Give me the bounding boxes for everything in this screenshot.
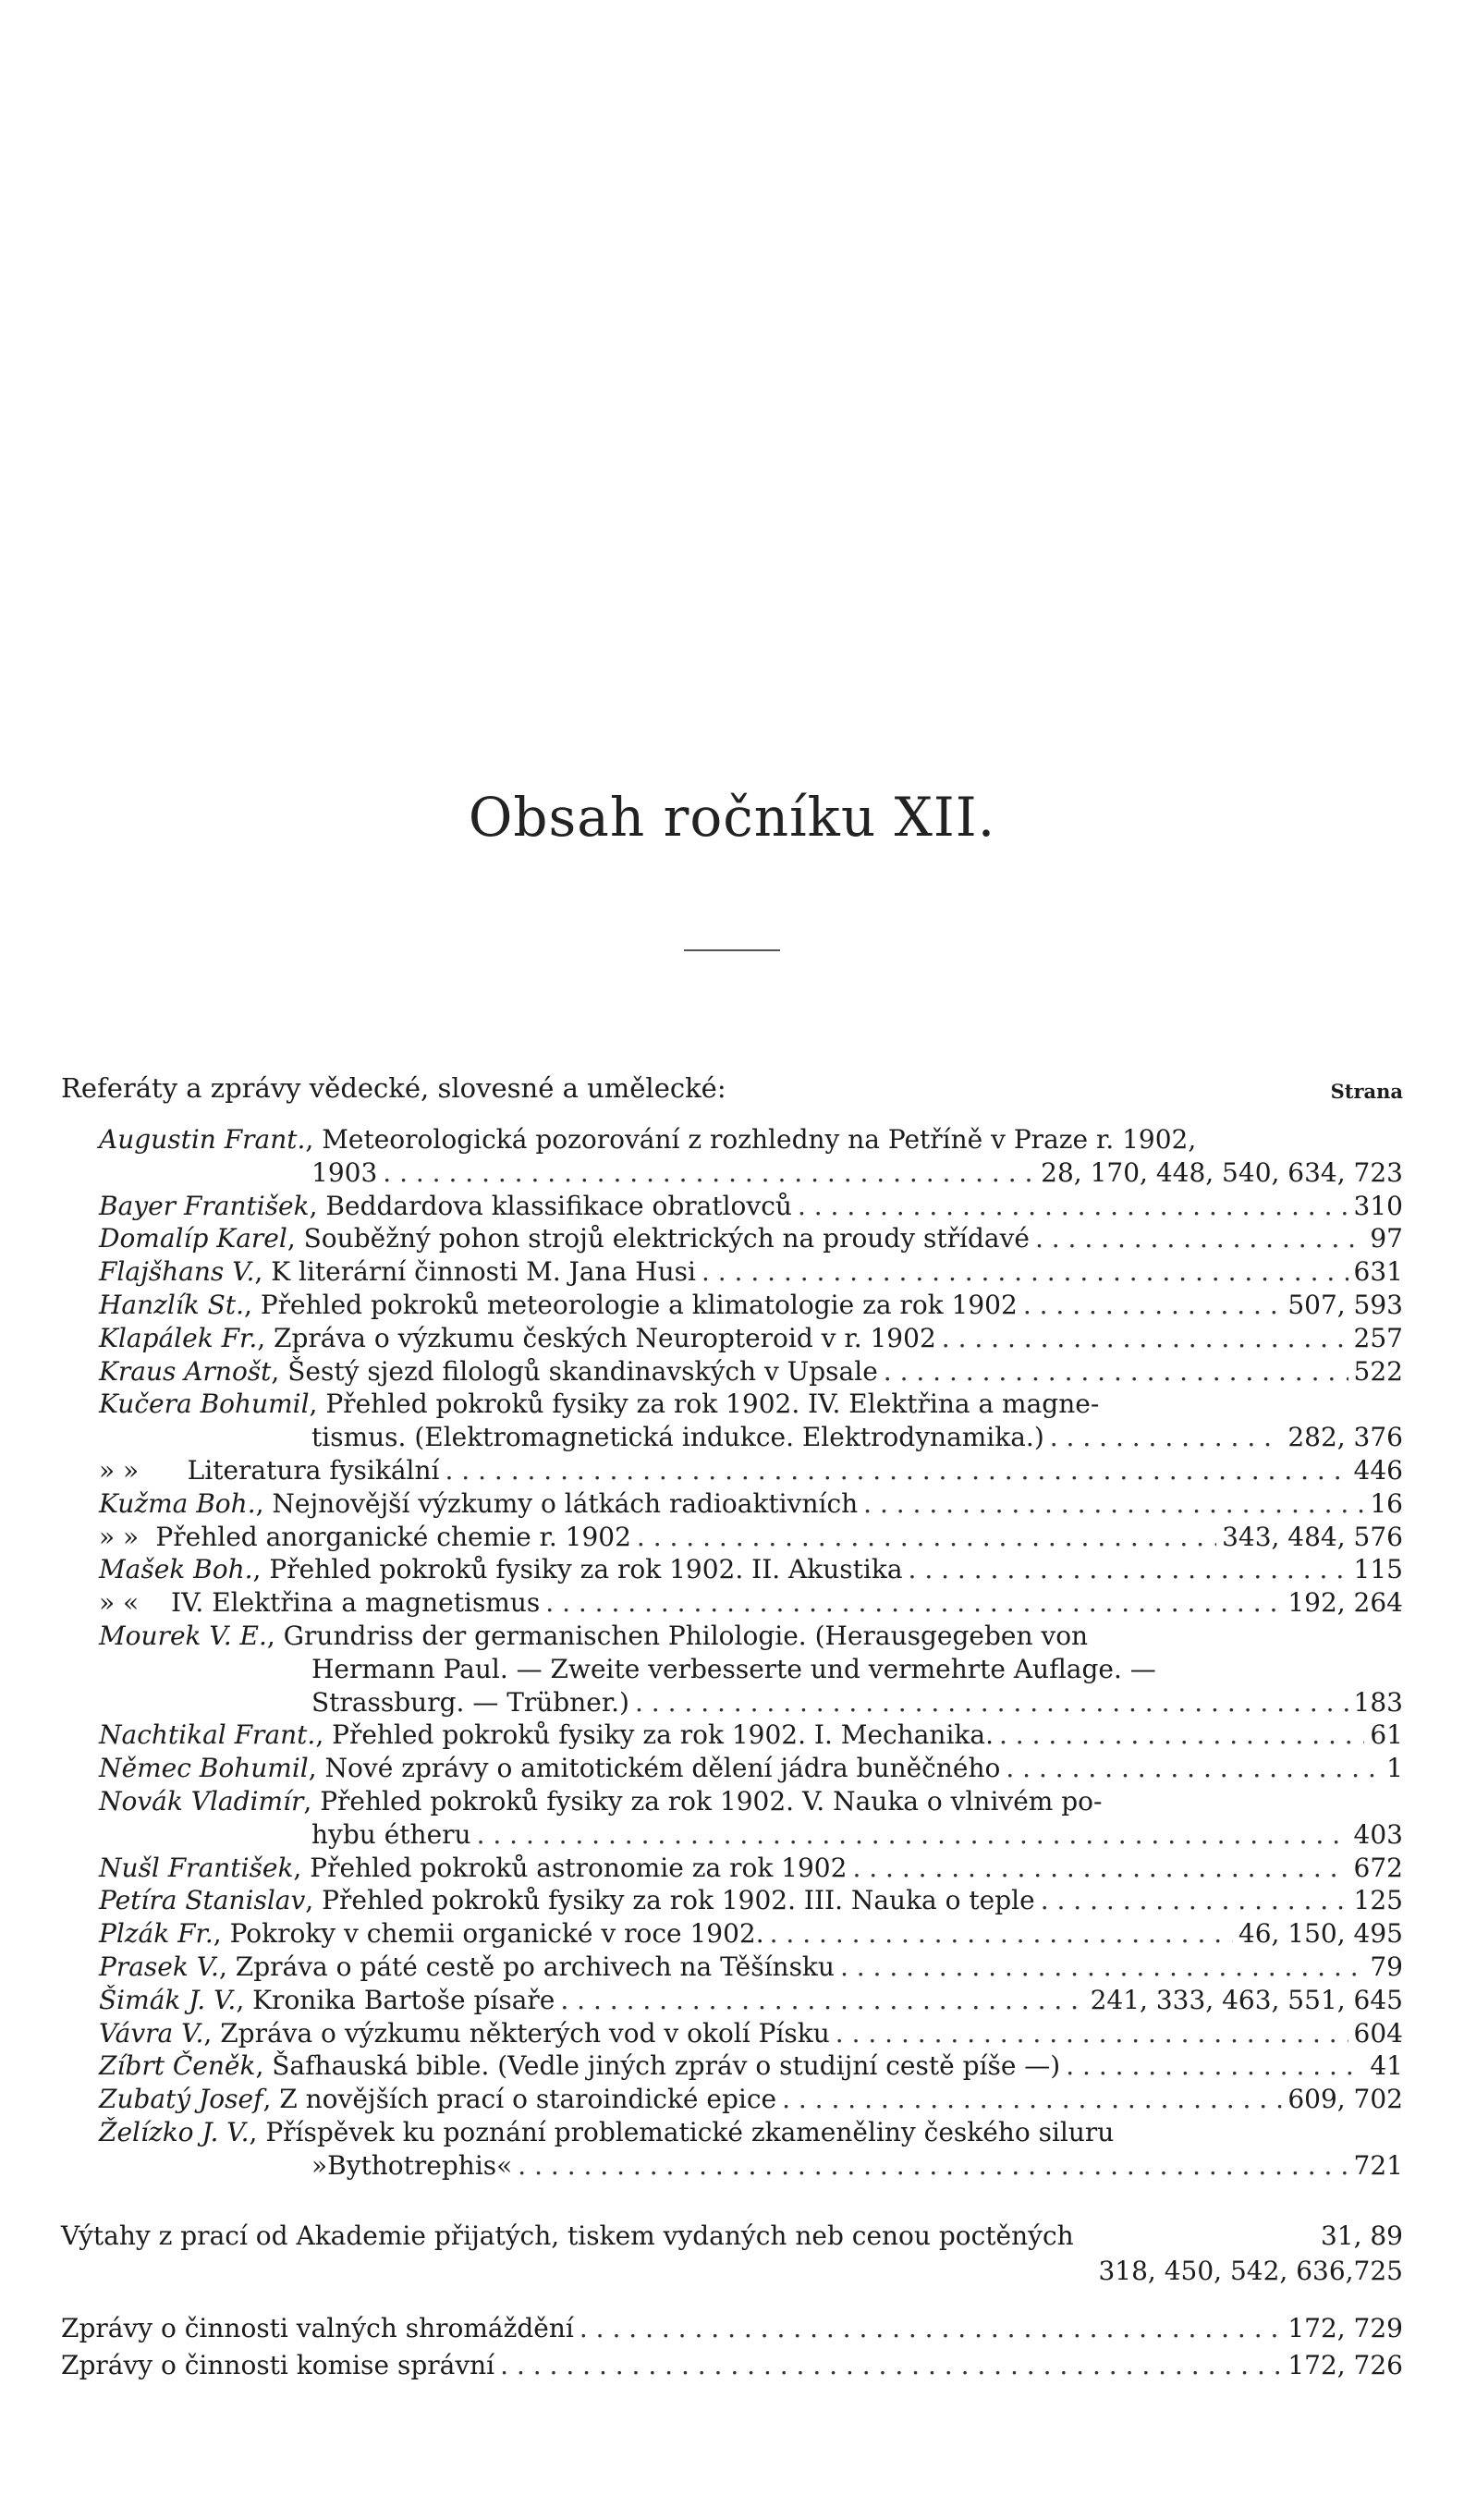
author-separator: , [236,1984,253,2015]
toc-entry [61,1719,1403,1752]
komise-entry [61,2348,1403,2383]
entry-title: Nejnovější výzkumy o látkách radioaktivních [272,1487,859,1519]
author-separator: , [255,2050,273,2082]
author-separator: , [305,1124,323,1155]
entry-title-continued: »Bythotrephis« [311,2149,513,2181]
entry-title: Zpráva o páté cestě po archivech na Těšínsku [235,1951,835,1982]
leader-dots [1023,1289,1283,1322]
entry-pages: 403 [1353,1818,1403,1850]
toc-entry [61,2083,1403,2116]
entry-pages: 1 [1386,1753,1403,1784]
author-separator: , [293,1852,311,1883]
entry-pages: 282, 376 [1287,1422,1403,1453]
entry-author: Šimák J. V. [99,1984,237,2015]
leader-dots [852,1852,1348,1885]
toc-entry [61,1785,1403,1852]
entry-pages: 125 [1353,1885,1403,1916]
leader-dots [637,1521,1216,1554]
leader-dots [782,2083,1282,2116]
entry-author: Zíbrt Čeněk [99,2050,256,2082]
toc-entry [61,1620,1403,1719]
entry-title: Přehled anorganické chemie r. 1902 [155,1521,631,1552]
entry-author: Flajšhans V. [99,1256,255,1288]
entry-author: Nušl František [99,1852,294,1883]
leader-dots [1006,1752,1381,1785]
entry-pages: 41 [1370,2050,1403,2082]
leader-dots [909,1553,1348,1586]
entry-pages: 192, 264 [1287,1587,1403,1619]
toc-entry [61,1553,1403,1586]
author-separator: , [305,1885,323,1916]
author-separator: , [203,2017,221,2049]
author-separator: , [309,1388,326,1420]
entry-title: Zpráva o výzkumu českých Neuropteroid v r. 1902 [274,1322,936,1353]
author-separator: , [309,1190,326,1221]
entry-pages: 257 [1353,1322,1403,1353]
entry-title: IV. Elektřina a magnetismus [171,1587,541,1619]
valne-text: Zprávy o činnosti valných shromáždění [61,2313,574,2343]
entry-title: Pokroky v chemii organické v roce 1902. [229,1918,764,1950]
author-separator: , [266,1620,284,1651]
toc-entry [61,1123,1403,1190]
entry-author: Prasek V. [99,1951,219,1982]
valne-pages: 172, 729 [1287,2313,1403,2343]
entry-pages: 522 [1353,1355,1403,1387]
toc-entry [61,1454,1403,1487]
toc-entry [61,2116,1403,2183]
author-separator: , [213,1918,230,1950]
entry-pages: 16 [1370,1487,1403,1519]
entry-author: Petíra Stanislav [99,1885,306,1916]
komise-pages: 172, 726 [1287,2350,1403,2380]
entries-list [61,1123,1403,2183]
leader-dots [580,2311,1282,2346]
valne-entry [61,2311,1403,2346]
author-separator: , [262,2084,280,2115]
toc-entry [61,2017,1403,2050]
author-separator: , [315,1719,333,1751]
entry-author: Augustin Frant. [99,1124,306,1155]
entry-title: Šafhauská bible. (Vedle jiných zpráv o studijní cestě píše —) [272,2050,1061,2082]
entry-author: Hanzlík St. [99,1289,245,1320]
ditto-mark: » » [99,1521,140,1552]
author-separator: , [308,1753,325,1784]
entry-title-continued: Strassburg. — Trübner.) [311,1686,629,1718]
toc-entry [61,1190,1403,1223]
entry-title: Grundriss der germanischen Philologie. (Herausgegeben von [283,1620,1089,1651]
author-separator: , [303,1785,321,1817]
entry-author: Němec Bohumil [99,1753,309,1784]
entry-pages: 61 [1370,1719,1403,1751]
entry-author: Želízko J. V. [99,2116,250,2147]
leader-dots [836,2017,1348,2050]
entry-title-continued: tismus. (Elektromagnetická indukce. Elektrodynamika.) [311,1422,1044,1453]
page-column-header: Strana [1330,1080,1403,1103]
entry-author: Mašek Boh. [99,1554,253,1585]
vytahy-entry [61,2219,1403,2289]
leader-dots [1066,2049,1364,2083]
entry-title: Z novějších prací o staroindické epice [279,2084,777,2115]
vytahy-pages: 31, 89 [1320,2220,1403,2251]
author-separator: , [271,1355,288,1387]
entry-author: Kužma Boh. [99,1487,256,1519]
entry-title: Nové zprávy o amitotickém dělení jádra buněčného [324,1753,1001,1784]
entry-pages: 507, 593 [1287,1289,1403,1320]
ditto-mark: » » [99,1454,140,1486]
entry-pages: 609, 702 [1287,2084,1403,2115]
leader-dots [798,1190,1348,1223]
section-header [61,1072,1403,1109]
toc-entry [61,1951,1403,1984]
leader-dots [840,1951,1364,1984]
entry-author: Novák Vladimír [99,1785,304,1817]
vytahy-text: Výtahy z prací od Akademie přijatých, tiskem vydaných neb cenou poctěných [61,2220,1074,2251]
entry-title: Přehled pokroků fysiky za rok 1902. IV. Elektřina a magne- [325,1388,1100,1420]
entry-author: Bayer František [99,1190,310,1221]
leader-dots [942,1322,1348,1355]
entry-author: Vávra V. [99,2017,204,2049]
author-separator: , [249,2116,266,2147]
author-separator: , [244,1289,261,1320]
leader-dots [999,1719,1364,1752]
entry-pages: 97 [1370,1223,1403,1254]
toc-entry [61,1487,1403,1521]
entry-pages: 604 [1353,2017,1403,2049]
entry-title-continued: Hermann Paul. — Zweite verbesserte und vermehrte Auflage. — [311,1653,1156,1684]
entry-title: Přehled pokroků fysiky za rok 1902. III. Nauka o teple [322,1885,1035,1916]
entry-title: Šestý sjezd filologů skandinavských v Upsale [287,1355,878,1387]
entry-pages: 183 [1353,1686,1403,1718]
toc-entry [61,1255,1403,1289]
leader-dots [1050,1421,1283,1454]
entry-title: Příspěvek ku poznání problematické zkameněliny českého siluru [265,2116,1115,2147]
entry-pages: 446 [1353,1454,1403,1486]
author-separator: , [218,1951,236,1982]
entry-pages: 631 [1353,1256,1403,1288]
entry-pages: 241, 333, 463, 551, 645 [1090,1984,1403,2015]
author-separator: , [255,1487,273,1519]
entry-pages: 721 [1353,2149,1403,2181]
leader-dots [545,1586,1282,1620]
toc-entry [61,1355,1403,1388]
leader-dots [1035,1222,1364,1255]
entry-pages: 79 [1370,1951,1403,1982]
vytahy-pages-continued: 318, 450, 542, 636,725 [1098,2256,1403,2286]
entry-author: Nachtikal Frant. [99,1719,316,1751]
title-divider [684,949,780,951]
entry-title: Kronika Bartoše písaře [252,1984,555,2015]
komise-text: Zprávy o činnosti komise správní [61,2350,495,2380]
toc-entry [61,1917,1403,1951]
leader-dots [518,2149,1348,2183]
author-separator: , [252,1554,270,1585]
entry-title: Meteorologická pozorování z rozhledny na Petříně v Praze r. 1902, [322,1124,1197,1155]
toc-entry [61,1752,1403,1785]
entry-author: Mourek V. E. [99,1620,267,1651]
toc-entry [61,1884,1403,1917]
entry-author: Plzák Fr. [99,1918,214,1950]
entry-author: Zubatý Josef [99,2084,263,2115]
toc-entry [61,1984,1403,2017]
entry-author: Kraus Arnošt [99,1355,272,1387]
leader-dots [770,1917,1233,1951]
entry-pages: 310 [1353,1190,1403,1221]
entry-title: Přehled pokroků fysiky za rok 1902. I. Mechanika. [332,1719,994,1751]
toc-entry [61,2049,1403,2083]
entry-title: Zpráva o výzkumu některých vod v okolí Písku [220,2017,830,2049]
toc-entry [61,1222,1403,1255]
toc-entry [61,1852,1403,1885]
entry-title-continued: 1903 [311,1156,378,1188]
leader-dots [445,1454,1348,1487]
toc-entry [61,1586,1403,1620]
entry-pages: 343, 484, 576 [1222,1521,1403,1552]
entry-author: Kučera Bohumil [99,1388,310,1420]
leader-dots [560,1984,1084,2017]
entry-pages: 115 [1353,1554,1403,1585]
entry-pages: 46, 150, 495 [1238,1918,1403,1950]
entry-title: Přehled pokroků astronomie za rok 1902 [310,1852,848,1883]
author-separator: , [257,1322,274,1353]
entry-title-continued: hybu étheru [311,1818,471,1850]
entry-title: Beddardova klassifikace obratlovců [325,1190,792,1221]
entry-author: Domalíp Karel [99,1223,287,1254]
leader-dots [635,1686,1348,1719]
leader-dots [702,1255,1348,1289]
entry-title: Přehled pokroků meteorologie a klimatologie za rok 1902 [260,1289,1018,1320]
entry-title: K literární činnosti M. Jana Husi [271,1256,696,1288]
leader-dots [500,2348,1282,2383]
toc-entry [61,1322,1403,1355]
entry-author: Klapálek Fr. [99,1322,258,1353]
entry-pages: 28, 170, 448, 540, 634, 723 [1041,1156,1403,1188]
leader-dots [477,1818,1348,1852]
author-separator: , [254,1256,272,1288]
toc-entry [61,1289,1403,1322]
entry-title: Přehled pokroků fysiky za rok 1902. II. Akustika [269,1554,903,1585]
toc-entry [61,1388,1403,1454]
entry-title: Literatura fysikální [187,1454,440,1486]
leader-dots [884,1355,1348,1388]
entry-pages: 672 [1353,1852,1403,1883]
section-label: Referáty a zprávy vědecké, slovesné a umělecké: [61,1072,726,1104]
leader-dots [1041,1884,1348,1917]
leader-dots [383,1156,1035,1190]
ditto-mark: » « [99,1587,140,1619]
leader-dots [863,1487,1364,1521]
page-title: Obsah ročníku XII. [468,786,996,849]
entry-title: Přehled pokroků fysiky za rok 1902. V. Nauka o vlnivém po- [320,1785,1103,1817]
author-separator: , [287,1223,304,1254]
entry-title: Souběžný pohon strojů elektrických na proudy střídavé [303,1223,1030,1254]
toc-entry [61,1521,1403,1554]
